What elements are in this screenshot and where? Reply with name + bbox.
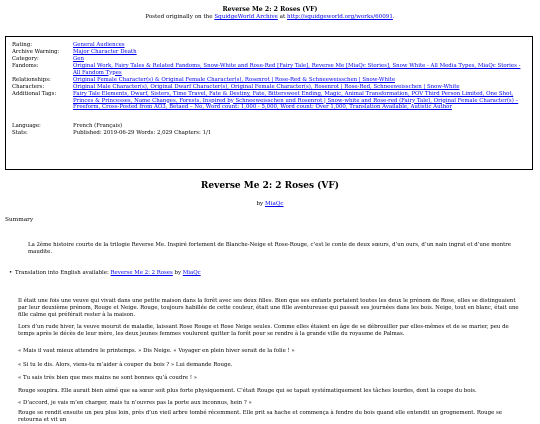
posted-originally-line — [0, 14, 540, 21]
characters-label: Characters: — [12, 84, 45, 90]
archive-link[interactable]: SquidgeWorld Archive — [214, 14, 278, 20]
stats-row — [12, 130, 526, 137]
language-row — [12, 123, 526, 130]
story-paragraph: Il était une fois une veuve qui vivait dans une petite maison dans la forêt avec ses deux filles. Bien que ses enfants portaient toutes les deux le prénom de Rose, elles se distinguaient par leur deuxième prénom, Rouge et Neige. Rouge, toujours habillée de cette couleur, était une fille aventureuse qui passait ses journées dans les bois. Neige, tout en blanc, était une fille calme qui préférait rester à la maison. — [18, 298, 519, 318]
posted-prefix: Posted originally on the — [145, 14, 215, 20]
rating-link[interactable]: General Audiences — [73, 42, 125, 48]
relationships-links[interactable]: Original Female Character(s) & Original Female Character(s), Rosenrot | Rose-Red & Schneeweisschen | Snow-White — [73, 77, 396, 83]
stats-value: Published: 2019-06-29 Words: 2,029 Chapters: 1/1 — [73, 130, 212, 136]
additional-tags-label: Additional Tags: — [12, 91, 57, 97]
language-label: Language: — [12, 123, 41, 129]
summary-text: La 2ème histoire courte de la trilogie Reverse Me. Inspiré fortement de Blanche-Neige et Rose-Rouge, c’est le conte de deux sœurs, d’un ours, d’un nain ingrat et d’une montre maudite. — [28, 242, 512, 255]
author-link[interactable]: MiaQc — [264, 201, 284, 207]
fandoms-label: Fandoms: — [12, 63, 39, 69]
characters-links[interactable]: Original Male Character(s), Original Dwarf Character(s), Original Female Character(s), Rosenrot | Rose-Red, Schneeweisschen | Snow-White — [73, 84, 460, 90]
relationships-label: Relationships: — [12, 77, 51, 83]
archive-warning-label: Archive Warning: — [12, 49, 60, 55]
stats-label: Stats: — [12, 130, 28, 136]
relationships-row — [12, 77, 526, 84]
translation-prefix: Translation into English available: — [15, 270, 111, 276]
translation-author-link[interactable]: MiaQc — [182, 270, 201, 276]
additional-tags-links[interactable]: Fairy Tale Elements, Dwarf, Sisters, Time Travel, Fate & Destiny, Fate, Bittersweet Ending, Magic, Animal Transformation, POV Third Person Limited, One Shot, Princes & Princesses, Name Changes, Forests, Inspired by Schneeweisschen und Rosenrot | Snow-white and Rose-red (Fairy Tale), Original Female Character(s) – Freeform, Cross-Posted from AO3, Betaed – No, Word count: 1,000 - 5,000, Word count: Over 1,000, Translation Available, Autistic Author — [73, 91, 519, 111]
category-row — [12, 56, 526, 63]
byline-prefix: by — [256, 201, 265, 207]
document-title: Reverse Me 2: 2 Roses (VF) — [222, 6, 318, 13]
summary-heading: Summary — [5, 217, 34, 223]
translation-list — [9, 270, 201, 277]
story-paragraph: « Si tu le dis. Alors, viens-tu m’aider à couper du bois ? » Lui demande Rouge. — [18, 362, 233, 368]
rating-row — [12, 42, 526, 49]
work-metadata-box — [5, 36, 533, 170]
story-paragraph: Lors d’un rude hiver, la veuve mourut de maladie, laissant Rose Rouge et Rose Neige seules. Comme elles étaient en âge de se débrouiller par elles-mêmes et de se marier, peu de temps après le décès de leur mère, les deux jeunes femmes voulurent quitter la forêt pour se rendre à la grande ville du royaume de Palmas. — [18, 324, 509, 337]
work-url-link[interactable]: http://squidgeworld.org/works/60091 — [287, 14, 393, 20]
bullet-icon: • — [9, 270, 13, 276]
story-paragraph: « Tu sais très bien que mes mains ne sont bonnes qu’à coudre ! » — [18, 375, 198, 381]
translation-by: by — [172, 270, 183, 276]
story-paragraph: Rouge se rendit ensuite un peu plus loin, près d’un vieil arbre tombé récemment. Elle prit sa hache et commença à fendre du bois quand elle entendit un grognement. Rouge se retourna et vit un — [18, 410, 502, 423]
rating-label: Rating: — [12, 42, 33, 48]
archive-warning-row — [12, 49, 526, 56]
language-value: French (Français) — [73, 123, 123, 129]
archive-warning-link[interactable]: Major Character Death — [73, 49, 137, 55]
story-paragraph: Rouge soupira. Elle aurait bien aimé que sa sœur soit plus forte physiquement. C’était Rouge qui se tapait systématiquement les tâches lourdes, dont la coupe du bois. — [18, 388, 477, 394]
category-label: Category: — [12, 56, 39, 62]
fandoms-links[interactable]: Original Work, Fairy Tales & Related Fandoms, Snow-White and Rose-Red [Fairy Tale], Reverse Me [MiaQc Stories], Snow White - All Media Types, MiaQc Stories - All Fandom Types — [73, 63, 521, 76]
posted-suffix: . — [392, 14, 395, 20]
posted-mid: at — [277, 14, 288, 20]
category-link[interactable]: Gen — [73, 56, 84, 62]
additional-tags-row — [12, 91, 526, 111]
fandoms-row — [12, 63, 526, 76]
translation-link[interactable]: Reverse Me 2: 2 Roses — [110, 270, 173, 276]
work-title: Reverse Me 2: 2 Roses (VF) — [200, 181, 340, 191]
story-paragraph: « D’accord, je vais m’en charger, mais tu n’ouvres pas la porte aux inconnus, hein ? » — [18, 400, 252, 406]
document-page — [0, 6, 540, 423]
byline — [0, 201, 540, 208]
characters-row — [12, 84, 526, 91]
story-paragraph: « Mais il vaut mieux attendre le printemps. » Dis Neige. « Voyager en plein hiver serait de la folie ! » — [18, 348, 295, 354]
